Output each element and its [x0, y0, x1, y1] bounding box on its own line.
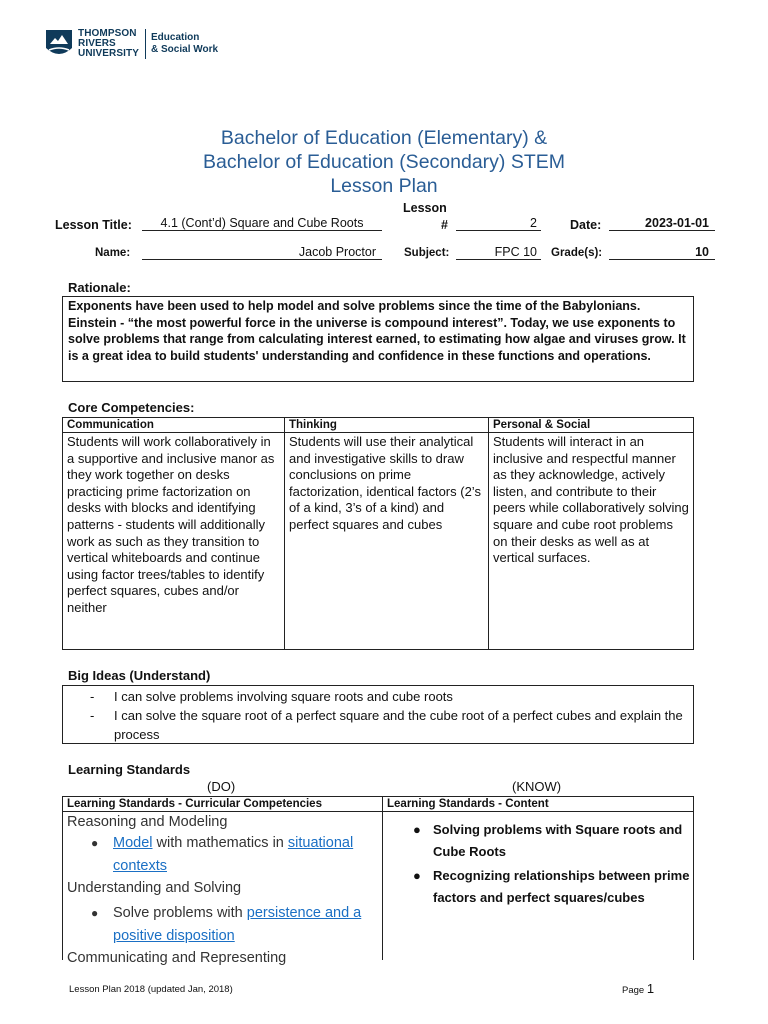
- list-item: ● Solve problems with persistence and a positive disposition: [63, 902, 382, 948]
- bullet-icon: ●: [91, 906, 99, 920]
- content-standards: [383, 819, 694, 911]
- rationale-heading: Rationale:: [68, 280, 131, 295]
- section-reasoning: Reasoning and Modeling: [67, 814, 228, 830]
- list-item: - I can solve the square root of a perfect square and the cube root of a perfect cubes and explain the process: [90, 708, 683, 742]
- big-ideas-heading: Big Ideas (Understand): [68, 668, 211, 683]
- know-label: (KNOW): [512, 779, 562, 794]
- standards-col1-header: Learning Standards - Curricular Competencies: [63, 797, 382, 812]
- logo-faculty-name: Education & Social Work: [151, 32, 219, 55]
- date-field[interactable]: 2023-01-01: [609, 216, 715, 231]
- lesson-title-field[interactable]: 4.1 (Cont’d) Square and Cube Roots: [142, 216, 382, 231]
- competencies-table: [62, 417, 694, 650]
- competencies-heading: Core Competencies:: [68, 400, 195, 415]
- competency-thinking: [285, 418, 488, 649]
- situational-contexts-link[interactable]: contexts: [113, 858, 167, 874]
- lesson-title-label: Lesson Title:: [55, 218, 132, 232]
- model-link[interactable]: Model: [113, 835, 153, 851]
- date-label: Date:: [570, 218, 602, 232]
- footer-text: Lesson Plan 2018 (updated Jan, 2018): [69, 984, 233, 995]
- page-number: Page 1: [622, 981, 655, 996]
- list-item: - I can solve problems involving square roots and cube roots: [90, 689, 453, 704]
- situational-contexts-link[interactable]: situational: [287, 835, 354, 851]
- bullet-icon: ●: [413, 868, 421, 883]
- competency-body: Students will interact in an inclusive and respectful manner as they acknowledge, actively listen, and contribute to their peers while collaboratively solving square and cube root problems on their desks as well as at vertical surfaces.: [493, 434, 689, 566]
- section-communicating: Communicating and Representing: [67, 950, 287, 966]
- tru-logo-mark-icon: [44, 28, 74, 60]
- competency-communication: [63, 418, 284, 649]
- rationale-box: Exponents have been used to help model and solve problems since the time of the Babylonians. Einstein - “the most powerful force in the universe is compound interest”. Today, we use exponents to solve problems that range from calculating interest earned, to estimating how algae and viruses grow. It is a great idea to build students' understanding and confidence in these functions and operations.: [62, 296, 694, 382]
- standards-table: [62, 796, 694, 966]
- lesson-number-hash: #: [441, 218, 448, 232]
- curricular-competencies: [63, 812, 382, 968]
- subject-label: Subject:: [404, 247, 450, 259]
- grade-field[interactable]: 10: [609, 245, 715, 260]
- standards-heading: Learning Standards: [68, 762, 191, 777]
- list-item: ● Recognizing relationships between prime factors and perfect squares/cubes: [383, 865, 694, 909]
- big-ideas-box: [62, 685, 694, 744]
- do-label: (DO): [207, 779, 236, 794]
- persistence-link[interactable]: positive disposition: [113, 928, 235, 944]
- competency-header: Communication: [63, 418, 284, 433]
- name-field[interactable]: Jacob Proctor: [142, 245, 382, 260]
- list-item: ● Model with mathematics in situational contexts: [63, 832, 382, 878]
- competency-body: Students will work collaboratively in a supportive and inclusive manor as they work together on desks practicing prime factorization on desks with blocks and identifying patterns - students will additionally work as such as they transition to vertical whiteboards and continue using factor trees/tables to identify perfect squares, cubes and/or neither: [67, 434, 275, 615]
- list-item: ● Solving problems with Square roots and Cube Roots: [383, 819, 694, 863]
- competency-personal-social: [489, 418, 693, 649]
- logo-university-name: THOMPSON RIVERS UNIVERSITY: [78, 28, 140, 59]
- lesson-number-label: Lesson: [403, 201, 447, 215]
- tru-logo: [44, 28, 218, 60]
- section-understanding: Understanding and Solving: [67, 880, 242, 896]
- logo-divider: [145, 29, 146, 59]
- lesson-number-field[interactable]: 2: [456, 216, 541, 231]
- bullet-icon: ●: [91, 836, 99, 850]
- name-label: Name:: [95, 247, 131, 259]
- bullet-icon: ●: [413, 822, 421, 837]
- persistence-link[interactable]: persistence and a: [246, 905, 362, 921]
- standards-col2-header: Learning Standards - Content: [383, 797, 694, 812]
- grade-label: Grade(s):: [551, 247, 603, 259]
- competency-header: Thinking: [285, 418, 488, 433]
- competency-header: Personal & Social: [489, 418, 693, 433]
- subject-field[interactable]: FPC 10: [456, 245, 541, 260]
- page-title: Bachelor of Education (Elementary) & Bachelor of Education (Secondary) STEM Lesson Plan: [202, 127, 565, 197]
- competency-body: Students will use their analytical and investigative skills to draw conclusions on prime factorization, identical factors (2’s of a kind, 3’s of a kind) and perfect squares and cubes: [289, 434, 481, 532]
